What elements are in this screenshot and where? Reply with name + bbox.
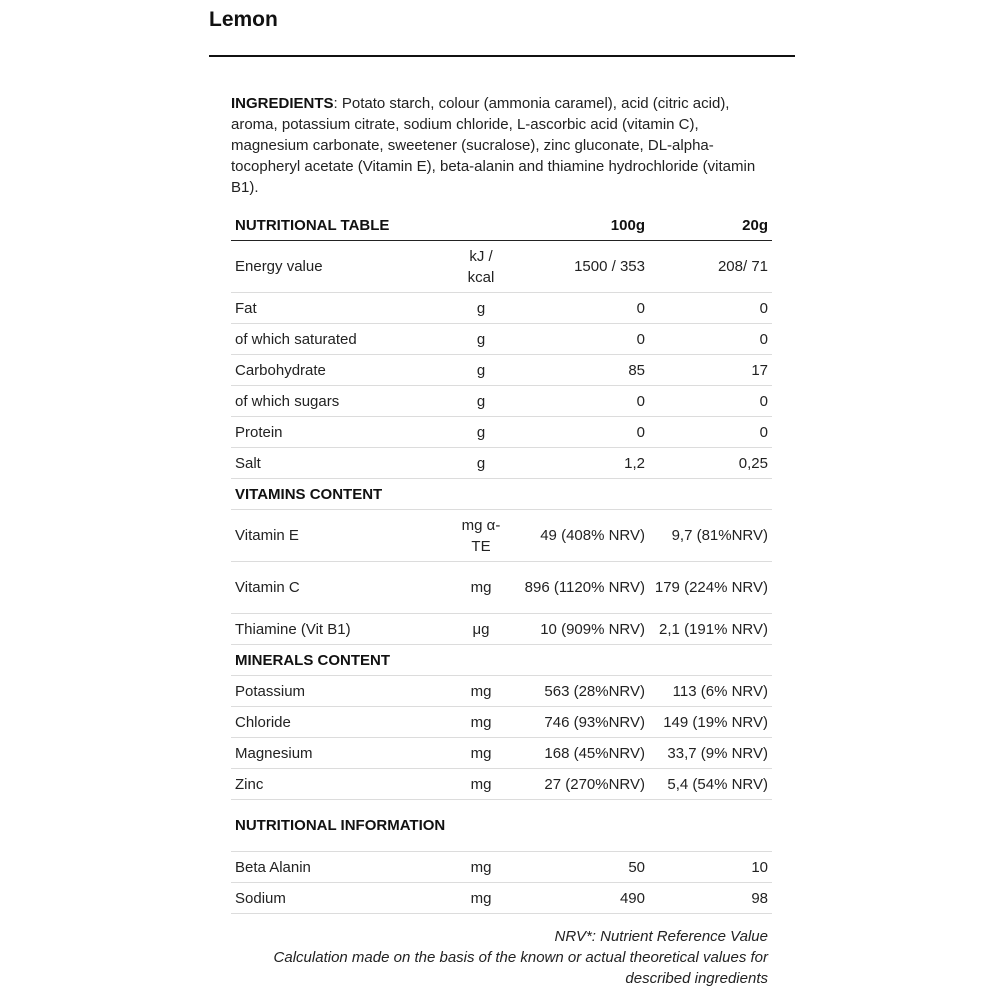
table-row <box>231 614 772 645</box>
row-unit: μg <box>451 614 511 645</box>
row-name: of which sugars <box>231 386 451 417</box>
row-per-100g: 85 <box>511 355 649 386</box>
row-unit <box>451 800 511 852</box>
row-unit: mg <box>451 769 511 800</box>
row-per-100g: 49 (408% NRV) <box>511 510 649 562</box>
row-per-100g: 27 (270%NRV) <box>511 769 649 800</box>
row-name: of which saturated <box>231 324 451 355</box>
row-per-100g: 168 (45%NRV) <box>511 738 649 769</box>
row-name: Potassium <box>231 676 451 707</box>
table-row <box>231 448 772 479</box>
row-per-100g: 896 (1120% NRV) <box>511 562 649 614</box>
row-per-20g <box>649 800 772 852</box>
table-row <box>231 241 772 293</box>
ingredients-label: INGREDIENTS <box>231 95 334 112</box>
row-per-20g: 2,1 (191% NRV) <box>649 614 772 645</box>
table-row <box>231 707 772 738</box>
row-name: Vitamin E <box>231 510 451 562</box>
row-name: MINERALS CONTENT <box>231 645 451 676</box>
row-name: Energy value <box>231 241 451 293</box>
table-row <box>231 676 772 707</box>
row-name: Chloride <box>231 707 451 738</box>
row-name: Salt <box>231 448 451 479</box>
table-footnote <box>231 926 768 989</box>
table-row <box>231 355 772 386</box>
row-per-100g: 0 <box>511 386 649 417</box>
header-unit <box>451 210 511 241</box>
row-per-20g: 149 (19% NRV) <box>649 707 772 738</box>
row-per-20g: 5,4 (54% NRV) <box>649 769 772 800</box>
table-row <box>231 562 772 614</box>
row-per-20g: 9,7 (81%NRV) <box>649 510 772 562</box>
row-name: Fat <box>231 293 451 324</box>
row-unit: mg <box>451 883 511 914</box>
row-name: Zinc <box>231 769 451 800</box>
row-per-100g: 746 (93%NRV) <box>511 707 649 738</box>
header-per-20g: 20g <box>649 210 772 241</box>
row-per-100g: 490 <box>511 883 649 914</box>
calculation-note: Calculation made on the basis of the known or actual theoretical values for described ingredients <box>273 949 768 987</box>
row-per-100g: 0 <box>511 293 649 324</box>
row-per-100g: 0 <box>511 417 649 448</box>
row-per-100g: 0 <box>511 324 649 355</box>
row-name: NUTRITIONAL INFORMATION <box>231 800 451 852</box>
row-name: Beta Alanin <box>231 852 451 883</box>
row-unit: mg <box>451 852 511 883</box>
row-unit: g <box>451 293 511 324</box>
row-per-20g: 208/ 71 <box>649 241 772 293</box>
row-name: Carbohydrate <box>231 355 451 386</box>
row-name: VITAMINS CONTENT <box>231 479 451 510</box>
table-row <box>231 510 772 562</box>
table-header-row <box>231 210 772 241</box>
row-per-20g: 0 <box>649 293 772 324</box>
row-name: Thiamine (Vit B1) <box>231 614 451 645</box>
row-unit: mg α-TE <box>451 510 511 562</box>
row-unit: g <box>451 386 511 417</box>
row-per-20g <box>649 645 772 676</box>
row-per-20g: 0,25 <box>649 448 772 479</box>
row-per-100g <box>511 479 649 510</box>
ingredients-text: : Potato starch, colour (ammonia caramel), acid (citric acid), aroma, potassium citrate, sodium chloride, L-ascorbic acid (vitamin C), magnesium carbonate, sweetener (sucralose), zinc gluconate, DL-alpha-tocopheryl acetate (Vitamin E), beta-alanin and thiamine hydrochloride (vitamin B1). <box>231 95 756 196</box>
row-per-100g <box>511 645 649 676</box>
ingredients-paragraph <box>231 93 776 198</box>
row-per-20g <box>649 479 772 510</box>
table-row <box>231 386 772 417</box>
row-per-100g: 1,2 <box>511 448 649 479</box>
row-per-20g: 179 (224% NRV) <box>649 562 772 614</box>
row-per-20g: 10 <box>649 852 772 883</box>
product-title: Lemon <box>209 8 278 31</box>
row-unit <box>451 479 511 510</box>
row-per-100g: 1500 / 353 <box>511 241 649 293</box>
nutrition-table <box>231 210 772 914</box>
row-unit: g <box>451 448 511 479</box>
table-row <box>231 883 772 914</box>
row-name: Sodium <box>231 883 451 914</box>
row-unit: g <box>451 417 511 448</box>
table-row <box>231 324 772 355</box>
row-name: Magnesium <box>231 738 451 769</box>
row-unit: mg <box>451 562 511 614</box>
row-per-100g: 50 <box>511 852 649 883</box>
row-per-20g: 113 (6% NRV) <box>649 676 772 707</box>
section-header-row <box>231 479 772 510</box>
row-per-100g: 563 (28%NRV) <box>511 676 649 707</box>
title-divider <box>209 55 795 57</box>
table-row <box>231 417 772 448</box>
row-per-100g: 10 (909% NRV) <box>511 614 649 645</box>
row-per-20g: 0 <box>649 417 772 448</box>
nrv-note: NRV*: Nutrient Reference Value <box>554 928 768 945</box>
row-unit: mg <box>451 707 511 738</box>
row-unit <box>451 645 511 676</box>
row-unit: mg <box>451 676 511 707</box>
row-unit: kJ / kcal <box>451 241 511 293</box>
table-row <box>231 738 772 769</box>
header-name: NUTRITIONAL TABLE <box>231 210 451 241</box>
row-name: Vitamin C <box>231 562 451 614</box>
section-header-row <box>231 645 772 676</box>
row-per-20g: 0 <box>649 386 772 417</box>
row-per-20g: 98 <box>649 883 772 914</box>
row-unit: g <box>451 355 511 386</box>
row-per-100g <box>511 800 649 852</box>
row-unit: g <box>451 324 511 355</box>
row-per-20g: 33,7 (9% NRV) <box>649 738 772 769</box>
table-row <box>231 852 772 883</box>
row-unit: mg <box>451 738 511 769</box>
row-per-20g: 0 <box>649 324 772 355</box>
row-name: Protein <box>231 417 451 448</box>
table-row <box>231 769 772 800</box>
table-row <box>231 293 772 324</box>
row-per-20g: 17 <box>649 355 772 386</box>
header-per-100g: 100g <box>511 210 649 241</box>
section-header-row <box>231 800 772 852</box>
